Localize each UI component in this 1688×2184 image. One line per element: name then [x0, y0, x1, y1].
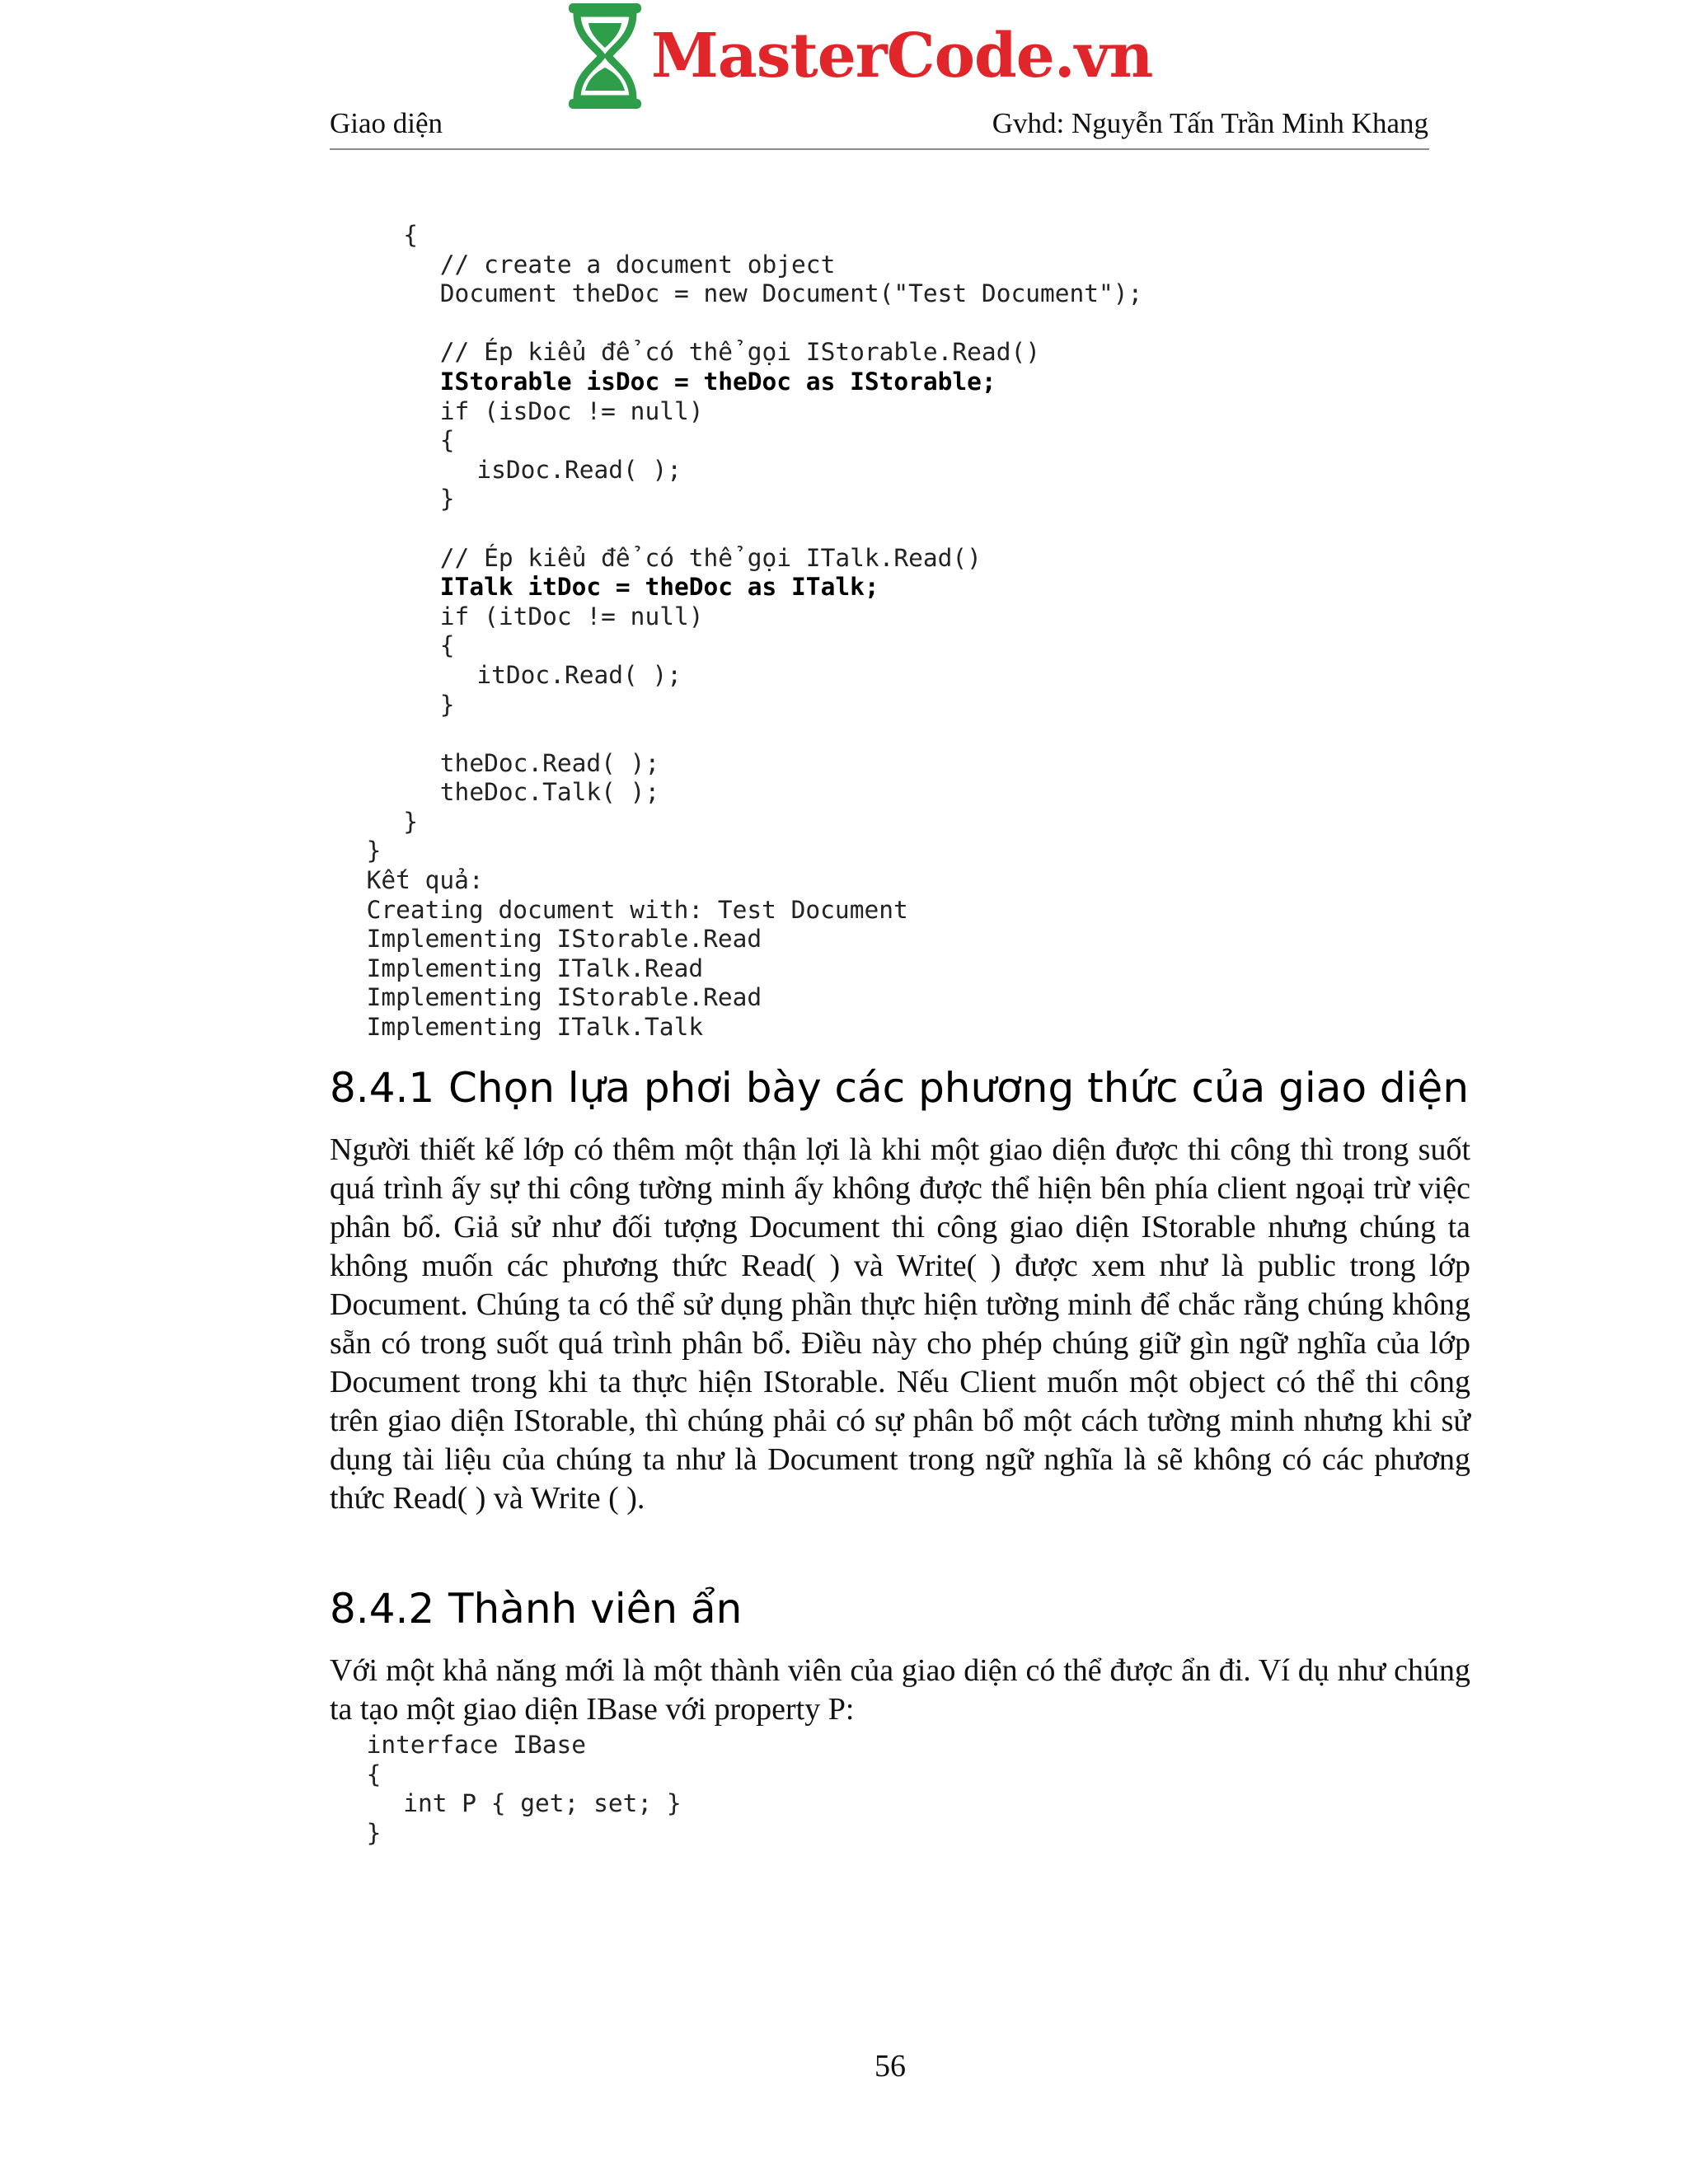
hourglass-icon [565, 2, 645, 110]
header-divider [330, 148, 1429, 150]
code-line: { [439, 631, 455, 660]
section-number: 8.4.1 [330, 1064, 435, 1112]
code-line: Implementing IStorable.Read [366, 925, 762, 954]
code-line: } [366, 1818, 382, 1847]
code-block-ibase [0, 1731, 682, 1848]
page-number: 56 [874, 2049, 906, 2083]
code-line: // Ép kiểu để có thể gọi ITalk.Read() [439, 543, 982, 572]
code-line [0, 719, 1142, 749]
section-title: Thành viên ẩn [448, 1585, 743, 1633]
code-line: Implementing ITalk.Read [366, 954, 704, 982]
code-line: } [366, 837, 382, 865]
section-heading-8-4-1 [330, 1063, 1469, 1113]
code-line: interface IBase [366, 1731, 587, 1759]
section-8-4-2-paragraph: Với một khả năng mới là một thành viên của giao diện có thể được ẩn đi. Ví dụ như chúng ta tạo một giao diện IBase với property P: [330, 1653, 1470, 1727]
code-line: Implementing IStorable.Read [366, 983, 762, 1012]
code-line: theDoc.Read( ); [439, 748, 660, 777]
code-line [0, 514, 1142, 544]
code-line: IStorable isDoc = theDoc as IStorable; [439, 367, 996, 396]
code-line: int P { get; set; } [403, 1789, 682, 1818]
code-line: { [366, 1760, 382, 1788]
code-line: itDoc.Read( ); [476, 660, 682, 689]
code-line [0, 309, 1142, 339]
code-line: Kết quả: [366, 866, 484, 895]
section-title: Chọn lựa phơi bày các phương thức của giao diện [448, 1064, 1470, 1112]
code-line: { [439, 426, 455, 455]
code-line: } [439, 485, 455, 513]
code-line: ITalk itDoc = theDoc as ITalk; [439, 573, 879, 602]
code-line: if (itDoc != null) [439, 602, 704, 630]
code-line: theDoc.Talk( ); [439, 778, 660, 807]
code-line: Implementing ITalk.Talk [366, 1013, 704, 1042]
code-line: // Ép kiểu để có thể gọi IStorable.Read() [439, 338, 1040, 367]
code-block-main [0, 221, 1142, 1043]
header-chapter-title: Giao diện [330, 107, 443, 139]
section-8-4-1-paragraph: Người thiết kế lớp có thêm một thận lợi là khi một giao diện được thi công thì trong suốt quá trình ấy sự thi công tường minh ấy không được thể hiện bên phía client ngoại trừ việc phân bổ. Giả sử như đối tượng Document thi công giao diện IStorable nhưng chúng ta không muốn các phương thức Read( ) và Write( ) được xem như là public trong lớp Document. Chúng ta có thể sử dụng phần thực hiện tường minh để chắc rằng chúng không sẵn có trong suốt quá trình phân bổ. Điều này cho phép chúng giữ gìn ngữ nghĩa của lớp Document trong khi ta thực hiện IStorable. Nếu Client muốn một object có thể thi công trên giao diện IStorable, thì chúng phải có sự phân bổ một cách tường minh nhưng khi sử dụng tài liệu của chúng ta như là Document trong ngữ nghĩa là sẽ không có các phương thức Read( ) và Write ( ). [330, 1132, 1470, 1516]
code-line: isDoc.Read( ); [476, 455, 682, 484]
code-line: Creating document with: Test Document [366, 895, 908, 924]
code-line: // create a document object [439, 250, 836, 279]
section-heading-8-4-2 [330, 1584, 742, 1633]
code-line: Document theDoc = new Document("Test Document"); [439, 279, 1143, 308]
code-line: if (isDoc != null) [439, 396, 704, 425]
code-line: { [403, 221, 418, 249]
header-instructor: Gvhd: Nguyễn Tấn Trần Minh Khang [992, 107, 1428, 139]
code-line: } [403, 807, 418, 836]
section-number: 8.4.2 [330, 1585, 435, 1633]
mastercode-logo [565, 0, 1152, 111]
logo-text: MasterCode.vn [651, 20, 1153, 91]
code-line: } [439, 690, 455, 719]
